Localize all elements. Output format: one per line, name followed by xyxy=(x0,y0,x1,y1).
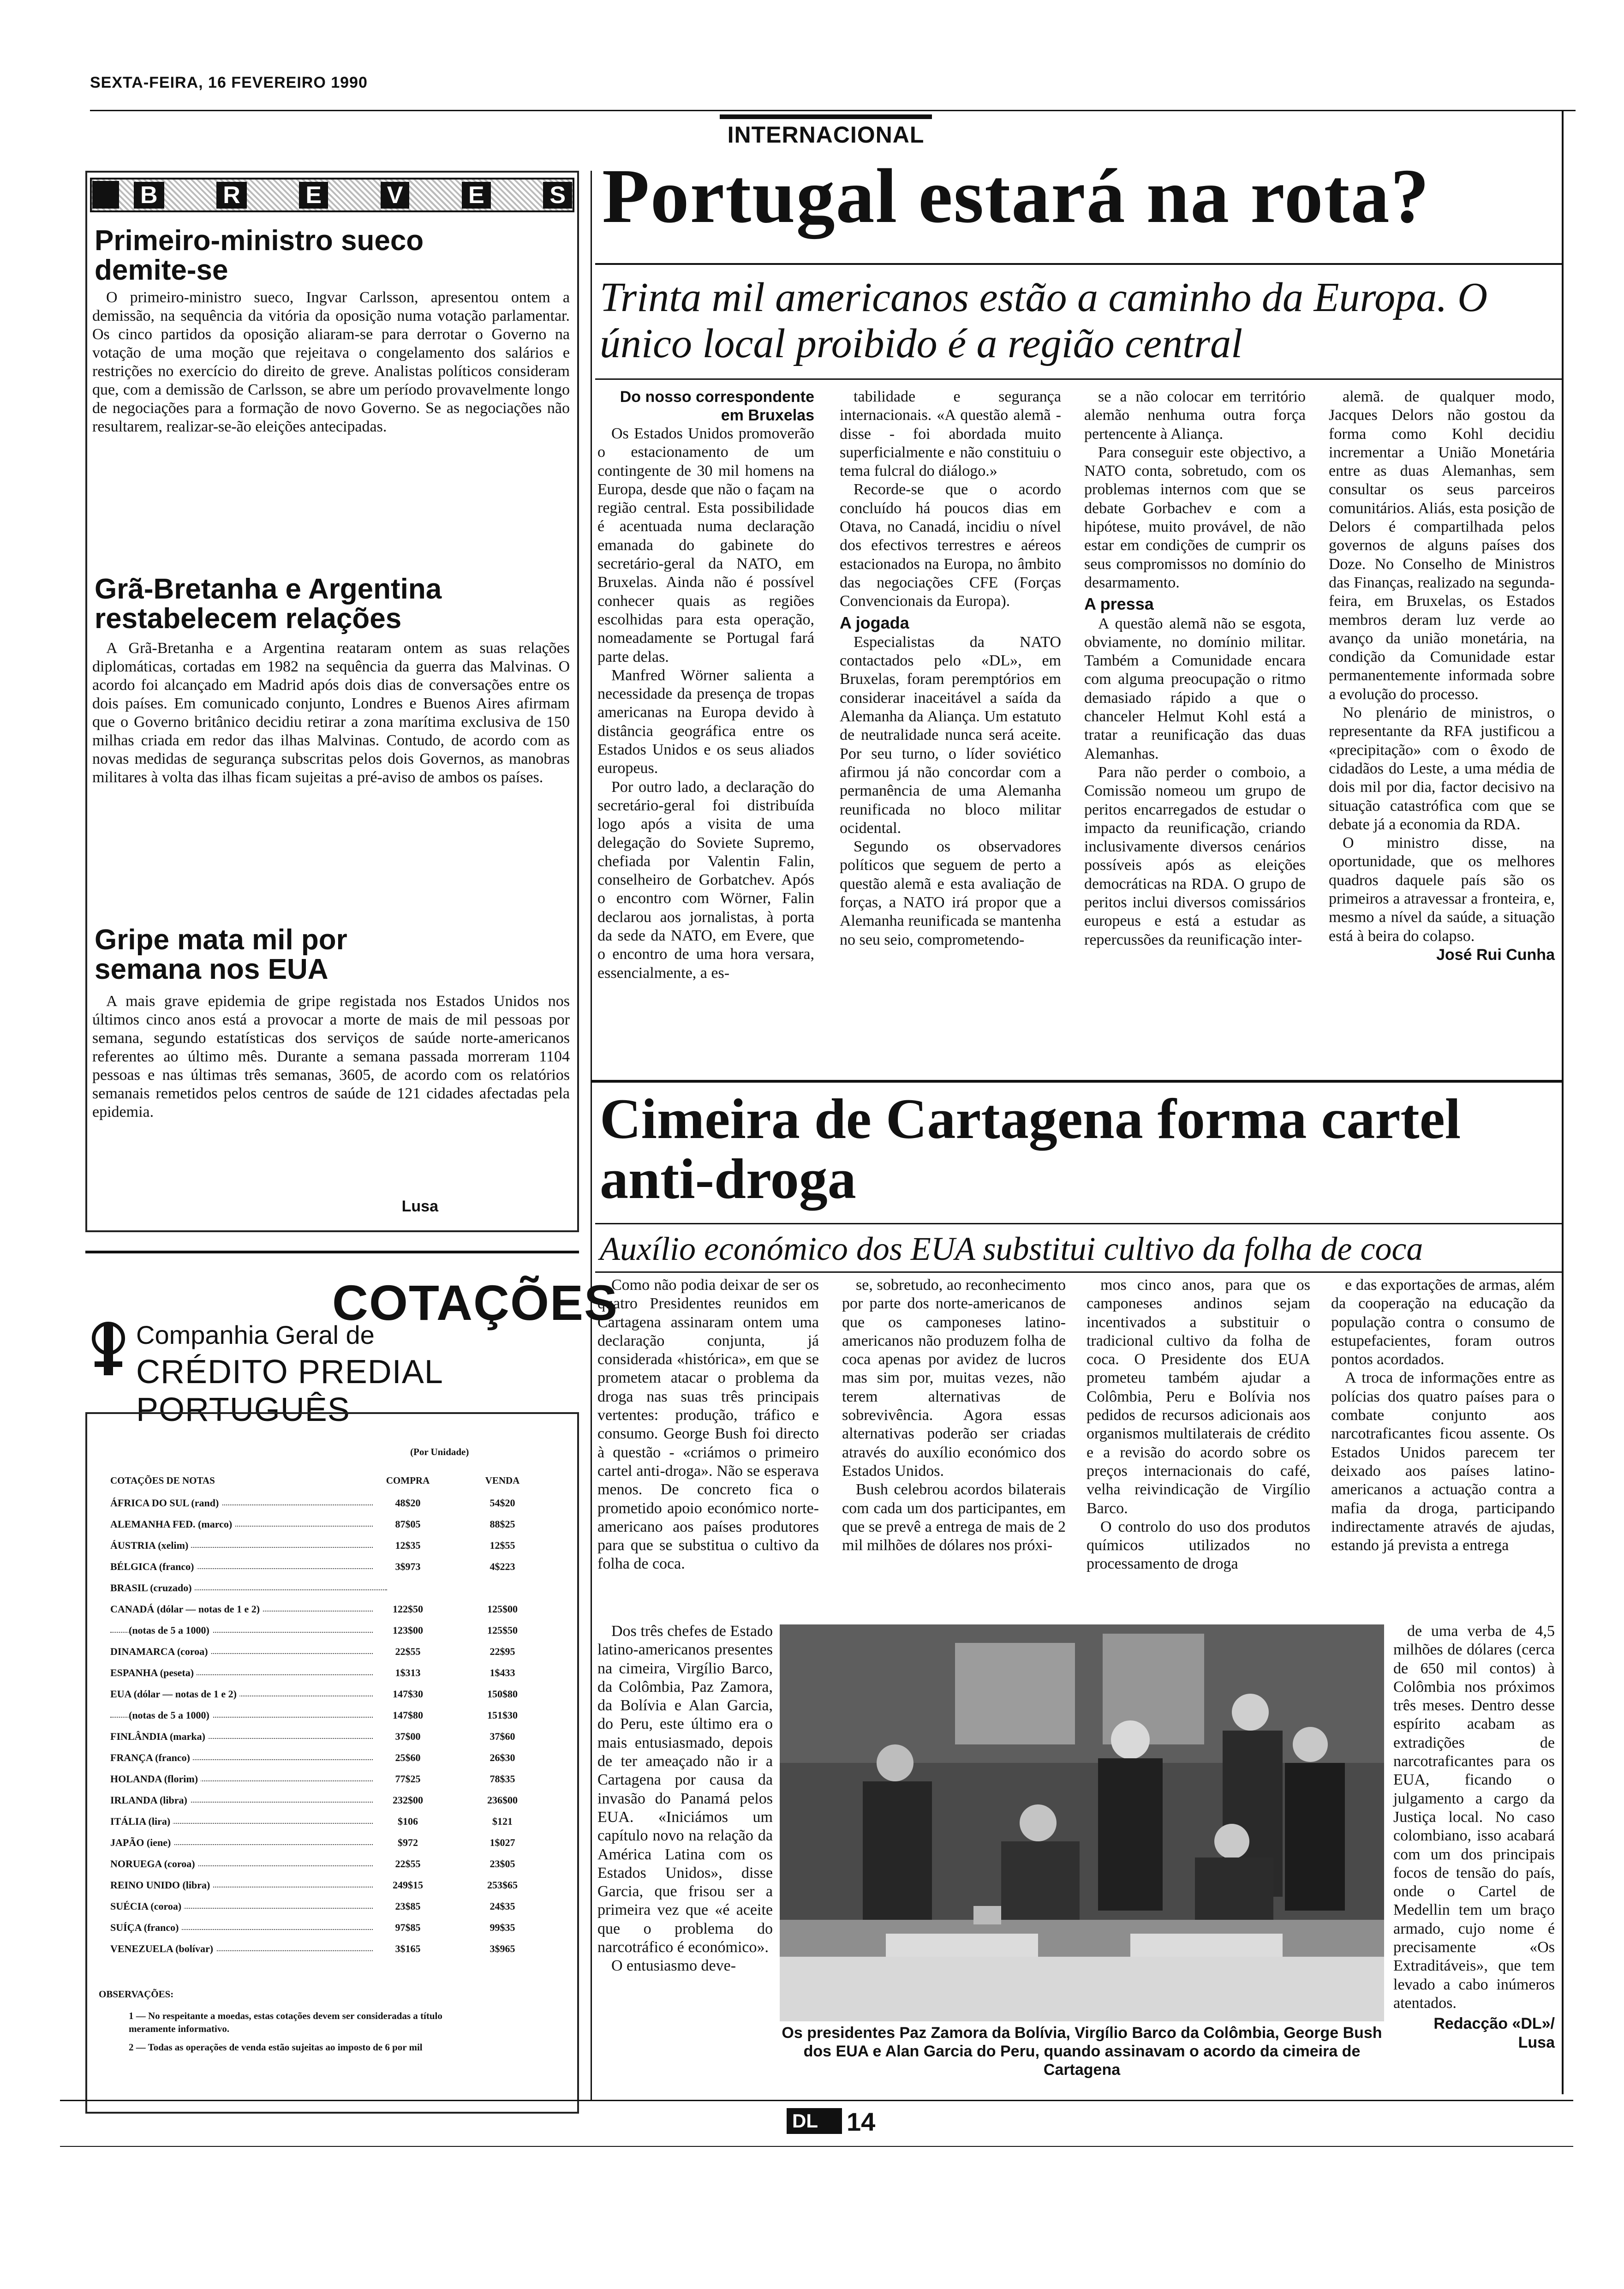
observations-title: OBSERVAÇÕES: xyxy=(99,1989,174,2000)
currency-name: SUÉCIA (coroa) xyxy=(110,1900,184,1912)
company-line-2: CRÉDITO PREDIAL PORTUGUÊS xyxy=(136,1354,442,1428)
observation-2: 2 — Todas as operações de venda estão sujeitas ao imposto de 6 por mil xyxy=(129,2042,423,2053)
currency-sell: $121 xyxy=(466,1816,539,1828)
paragraph: O entusiasmo deve- xyxy=(611,1957,736,1975)
author: José Rui Cunha xyxy=(1436,946,1555,964)
currency-row xyxy=(87,1540,567,1556)
currency-name: JAPÃO (iene) xyxy=(110,1837,173,1849)
footer-bottom-rule xyxy=(60,2146,1573,2147)
currency-row xyxy=(87,1688,567,1705)
column-divider xyxy=(591,171,592,2100)
currency-buy: 3$973 xyxy=(373,1561,442,1573)
paragraph: No plenário de ministros, o representante da RFA justificou a «precipitação» com o êxodo de cidadãos do Leste, a uma média de dois mil por dia, factor decisivo na situação catastrófica com que se debate já a economia da RDA. xyxy=(1329,704,1555,833)
brief-body-3: A mais grave epidemia de gripe registada nos Estados Unidos nos últimos cinco anos está a provocar a morte de mais de mil pessoas por semana, segundo estatísticas dos serviços de saúde norte-americanos referentes ao último mês. Durante a semana passada morreram 1104 pessoas e nas últimas três semanas, 3605, de acordo com os relatórios semanais remetidos pelos centros de saúde de 121 cidades afectadas pela epidemia. xyxy=(92,993,570,1121)
cotacoes-title: COTAÇÕES xyxy=(332,1275,619,1330)
currency-name: IRLANDA (libra) xyxy=(110,1794,190,1806)
currency-buy: 25$60 xyxy=(373,1752,442,1764)
paragraph: Especialistas da NATO contactados pelo «DL», em Bruxelas, foram peremptórios em considerar inaceitável a saída da Alemanha da Aliança. Um estatuto de neutralidade nunca será aceite. Por seu turno, o líder soviético afirmou já não concordar com a permanência de uma Alemanha reunificada no bloco militar ocidental. xyxy=(840,633,1061,837)
currency-row xyxy=(87,1900,567,1917)
currency-sell: 4$223 xyxy=(466,1561,539,1573)
article1-column-1 xyxy=(597,388,814,983)
paragraph: se, sobretudo, ao reconhecimento por parte dos norte-americanos de que os camponeses latino-americanos não produzem folha de coca apenas por avidez de lucros mas sim por, muitas vezes, não terem alternativas de sobrevivência. Agora essas alternativas poderão ser criadas através do auxílio económico dos Estados Unidos. xyxy=(842,1276,1066,1480)
currency-buy: 147$80 xyxy=(373,1709,442,1721)
breves-square-icon xyxy=(92,181,119,209)
currency-row xyxy=(87,1837,567,1853)
currency-name: BRASIL (cruzado) xyxy=(110,1582,195,1594)
currency-buy: 22$55 xyxy=(373,1646,442,1658)
currency-name: REINO UNIDO (libra) xyxy=(110,1879,213,1891)
currency-sell: 24$35 xyxy=(466,1900,539,1912)
currency-sell: 12$55 xyxy=(466,1540,539,1552)
paragraph: Bush celebrou acordos bilaterais com cada um dos participantes, em que se prevê a entrega de mais de 2 mil milhões de dólares nos próxi- xyxy=(842,1481,1066,1554)
currency-name: DINAMARCA (coroa) xyxy=(110,1646,211,1658)
breves-letter: S xyxy=(543,182,572,209)
currency-name: EUA (dólar — notas de 1 e 2) xyxy=(110,1688,239,1700)
breves-letters xyxy=(134,180,572,210)
currency-name: NORUEGA (coroa) xyxy=(110,1858,198,1870)
currency-sell: 253$65 xyxy=(466,1879,539,1891)
article2-headline-rule xyxy=(595,1223,1562,1224)
paragraph: Segundo os observadores políticos que seguem de perto a questão alemã e esta avaliação de forças, a NATO irá propor que a Alemanha reunificada se mantenha no seu seio, comprometendo- xyxy=(840,838,1061,948)
currency-buy: 232$00 xyxy=(373,1794,442,1806)
brief-signoff: Lusa xyxy=(401,1198,438,1215)
article2-column-4-bottom xyxy=(1393,1622,1555,2052)
paragraph: mos cinco anos, para que os camponeses andinos sejam incentivados a substituir o tradicional cultivo da folha de coca. O Presidente dos EUA prometeu também ajudar a Colômbia, Peru e Bolívia nos pedidos de recursos adicionais aos organismos multilaterais de crédito e a revisão do acordo sobre os preços internacionais do café, velha reivindicação de Virgílio Barco. xyxy=(1087,1276,1310,1517)
subheading: A jogada xyxy=(840,613,909,632)
currency-sell: 150$80 xyxy=(466,1688,539,1700)
currency-name: (notas de 5 a 1000) xyxy=(129,1624,212,1636)
currency-sell: 23$05 xyxy=(466,1858,539,1870)
paragraph: e das exportações de armas, além da cooperação na educação da população contra o consumo de estupefacientes, foram outros pontos acordados. xyxy=(1331,1276,1555,1368)
footer-rule xyxy=(60,2100,1573,2101)
currency-row xyxy=(87,1624,567,1641)
currency-sell: 88$25 xyxy=(466,1518,539,1530)
paragraph: Por outro lado, a declaração do secretário-geral foi distribuída logo após a visita de uma delegação do Soviete Supremo, chefiada por Valentin Falin, conselheiro de Gorbatchev. Após o encontro com Wörner, Falin declarou aos jornalistas, à porta da sede da NATO, em Evere, que o encontro de uma hora versara, essencialmente, a es- xyxy=(597,778,814,982)
currency-row xyxy=(87,1731,567,1747)
currency-sell: 1$027 xyxy=(466,1837,539,1849)
right-frame-rule xyxy=(1562,110,1564,2094)
currency-name: CANADÁ (dólar — notas de 1 e 2) xyxy=(110,1603,263,1615)
currency-sell: 99$35 xyxy=(466,1922,539,1934)
paragraph: Para conseguir este objectivo, a NATO conta, sobretudo, com os problemas internos com que se debate Gorbachev e com a hipótese, muito provável, de não estar em condições de cumprir os seus compromissos no domínio do desarmamento. xyxy=(1084,443,1306,591)
top-rule xyxy=(90,110,1576,111)
article2-top-rule xyxy=(591,1080,1562,1083)
currency-buy: 77$25 xyxy=(373,1773,442,1785)
currency-buy: $972 xyxy=(373,1837,442,1849)
currency-row xyxy=(87,1794,567,1811)
currency-buy: $106 xyxy=(373,1816,442,1828)
currency-name: ESPANHA (peseta) xyxy=(110,1667,197,1679)
author-line-2: Lusa xyxy=(1518,2033,1555,2051)
currency-sell: 1$433 xyxy=(466,1667,539,1679)
currency-buy: 147$30 xyxy=(373,1688,442,1700)
currency-buy: 37$00 xyxy=(373,1731,442,1743)
credito-predial-logo xyxy=(85,1311,584,1428)
currency-name: VENEZUELA (bolívar) xyxy=(110,1943,216,1955)
article2-column-3 xyxy=(1087,1276,1310,1574)
currency-buy: 97$85 xyxy=(373,1922,442,1934)
currency-row xyxy=(87,1858,567,1875)
dateline: SEXTA-FEIRA, 16 FEVEREIRO 1990 xyxy=(90,74,368,91)
currency-row xyxy=(87,1497,567,1514)
currency-row xyxy=(87,1518,567,1535)
currency-name: ITÁLIA (lira) xyxy=(110,1816,173,1828)
currency-buy: 249$15 xyxy=(373,1879,442,1891)
bank-emblem-icon xyxy=(90,1320,127,1380)
photo-illustration xyxy=(780,1624,1384,2021)
article1-column-3 xyxy=(1084,388,1306,949)
brief-title-3: Gripe mata mil por semana nos EUA xyxy=(95,924,347,985)
article2-deck-rule xyxy=(595,1271,1562,1273)
unit-label: (Por Unidade) xyxy=(410,1446,469,1457)
currency-sell: 26$30 xyxy=(466,1752,539,1764)
currency-buy: 87$05 xyxy=(373,1518,442,1530)
article1-column-2 xyxy=(840,388,1061,949)
currency-sell: 22$95 xyxy=(466,1646,539,1658)
paragraph: A troca de informações entre as polícias dos quatro países para o combate conjunto aos narcotraficantes ficou assente. Os Estados Unidos parecem ter deixado aos países latino-americanos a actuação contra a mafia da droga, participando indirectamente através de ajudas, estando já prevista a entrega xyxy=(1331,1369,1555,1554)
summit-signing-photo xyxy=(780,1624,1384,2021)
brief-title-1: Primeiro-ministro sueco demite-se xyxy=(95,225,424,286)
currency-row xyxy=(87,1943,567,1959)
currency-buy: 23$85 xyxy=(373,1900,442,1912)
currency-row xyxy=(87,1603,567,1620)
paragraph: Dos três chefes de Estado latino-americanos presentes na cimeira, Virgílio Barco, da Colômbia, Paz Zamora, da Bolívia e Alan Garcia, do Peru, este último era o mais entusiasmado, depois de ter ameaçado não ir a Cartagena por causa da invasão do Panamá pelos EUA. «Iniciámos um capítulo novo na relação da América Latina com os Estados Unidos», disse Garcia, que frisou ser a primeira vez que «é aceite que o problema do narcotráfico é económico». xyxy=(597,1623,773,1956)
breves-letter: E xyxy=(299,182,328,209)
author-line-1: Redacção «DL»/ xyxy=(1433,2015,1555,2033)
currency-buy: 1$313 xyxy=(373,1667,442,1679)
breves-letter: E xyxy=(462,182,491,209)
currency-sell: 125$50 xyxy=(466,1624,539,1636)
paragraph: de uma verba de 4,5 milhões de dólares (cerca de 650 mil contos) à Colômbia nos próximos três meses. Dentro desse espírito acabam as extradições de narcotraficantes para os EUA, ficando o julgamento a cargo da Justiça local. No caso colombiano, isso acabará com um dos principais focos de tensão do país, onde o Cartel de Medellin tem um braço armado, cujo nome é precisamente «Os Extraditáveis», que tem levado a cabo inúmeros atentados. xyxy=(1393,1623,1555,2012)
currency-row xyxy=(87,1582,567,1599)
article2-column-1-bottom xyxy=(597,1622,773,1976)
cotacoes-table xyxy=(85,1412,579,2114)
observation-1: 1 — No respeitante a moedas, estas cotações devem ser consideradas a título meramente informativo. xyxy=(129,2010,442,2034)
dl-logo-block xyxy=(787,2108,842,2134)
headline-article-2: Cimeira de Cartagena forma cartel anti-droga xyxy=(600,1087,1461,1210)
currency-sell: 3$965 xyxy=(466,1943,539,1955)
currency-buy: 123$00 xyxy=(373,1624,442,1636)
paragraph: Para não perder o comboio, a Comissão nomeou um grupo de peritos encarregados de estudar o impacto da reunificação, criando inclusivamente diversos cenários possíveis após as eleições democráticas na RDA. O grupo de peritos inclui diversos comissários europeus e está a estudar as repercussões da reunificação inter- xyxy=(1084,763,1306,948)
paragraph: Manfred Wörner salienta a necessidade da presença de tropas americanas na Europa devido à distância geográfica entre os Estados Unidos e os seus aliados europeus. xyxy=(597,666,814,777)
article2-column-1-top xyxy=(597,1276,819,1574)
article2-column-2 xyxy=(842,1276,1066,1555)
currency-buy: 122$50 xyxy=(373,1603,442,1615)
paragraph: se a não colocar em território alemão nenhuma outra força pertencente à Aliança. xyxy=(1084,388,1306,443)
cotacoes-top-rule xyxy=(85,1251,579,1253)
paragraph: alemã. de qualquer modo, Jacques Delors não gostou da forma como Kohl decidiu incrementar a União Monetária entre as duas Alemanhas, sem consultar os seus parceiros comunitários. Aliás, esta posição de Delors é compartilhada pelos governos de alguns países dos Doze. No Conselho de Ministros das Finanças, realizado na segunda-feira, em Bruxelas, os Estados membros deram luz verde ao avanço da união monetária, na condição da Comunidade estar permanentemente informada sobre a evolução do processo. xyxy=(1329,388,1555,703)
paragraph: Como não podia deixar de ser os quatro Presidentes reunidos em Cartagena assinaram ontem uma declaração conjunta, já considerada «histórica», em que se prometem atacar o problema da droga nas suas três principais vertentes: produção, tráfico e consumo. George Bush foi directo à questão - «criámos o primeiro cartel anti-droga». Não se esperava menos. De concreto fica o prometido apoio económico norte-americano aos países produtores para que se substitua o cultivo da folha de coca. xyxy=(597,1276,819,1573)
currency-row xyxy=(87,1752,567,1768)
currency-row xyxy=(87,1816,567,1832)
currency-sell: 78$35 xyxy=(466,1773,539,1785)
currency-sell: 236$00 xyxy=(466,1794,539,1806)
currency-sell: 37$60 xyxy=(466,1731,539,1743)
deck-article-2: Auxílio económico dos EUA substitui cultivo da folha de coca xyxy=(600,1230,1423,1267)
currency-row xyxy=(87,1646,567,1662)
currency-row xyxy=(87,1561,567,1577)
currency-name: ALEMANHA FED. (marco) xyxy=(110,1518,235,1530)
section-label: INTERNACIONAL xyxy=(720,114,932,150)
subheading: A pressa xyxy=(1084,594,1154,614)
currency-name: FRANÇA (franco) xyxy=(110,1752,193,1764)
currency-name: ÁUSTRIA (xelim) xyxy=(110,1540,191,1552)
paragraph: Recorde-se que o acordo concluído há poucos dias em Otava, no Canadá, incidiu o nível dos efectivos terrestres e aéreos estacionados na Europa, no âmbito das negociações CFE (Forças Convencionais da Europa). xyxy=(840,481,1061,610)
deck-rule xyxy=(595,378,1562,380)
paragraph: A questão alemã não se esgota, obviamente, no domínio militar. Também a Comunidade encara com alguma preocupação o ritmo demasiado rápido a que o chanceler Helmut Kohl está a tratar a reunificação das duas Alemanhas. xyxy=(1084,615,1306,762)
column-header-sell: VENDA xyxy=(485,1475,520,1486)
currency-name: ÁFRICA DO SUL (rand) xyxy=(110,1497,221,1509)
currency-row xyxy=(87,1773,567,1790)
currency-sell: 125$00 xyxy=(466,1603,539,1615)
currency-name: (notas de 5 a 1000) xyxy=(129,1709,212,1721)
currency-sell: 151$30 xyxy=(466,1709,539,1721)
headline-rule xyxy=(595,263,1562,265)
paragraph: O controlo do uso dos produtos químicos utilizados no processamento de droga xyxy=(1087,1518,1310,1573)
currency-name: SUÍÇA (franco) xyxy=(110,1922,182,1934)
currency-name: HOLANDA (florim) xyxy=(110,1773,201,1785)
breves-letter: V xyxy=(381,182,410,209)
currency-row xyxy=(87,1922,567,1938)
article1-column-4 xyxy=(1329,388,1555,964)
currency-buy: 3$165 xyxy=(373,1943,442,1955)
paragraph: Os Estados Unidos promoverão o estacionamento de um contingente de 30 mil homens na Europa, desde que não o façam na região central. Esta possibilidade é acentuada numa declaração emanada do gabinete do secretário-geral da NATO, em Bruxelas. Ainda não é possível conhecer quais as regiões escolhidas para esta operação, nomeadamente se Portugal fará parte delas. xyxy=(597,425,814,665)
company-line-1: Companhia Geral de xyxy=(136,1320,375,1349)
page-number: 14 xyxy=(847,2107,876,2136)
currency-row xyxy=(87,1667,567,1684)
byline: Do nosso correspondente em Bruxelas xyxy=(620,388,814,424)
deck-article-1: Trinta mil americanos estão a caminho da Europa. O único local proibido é a região central xyxy=(600,275,1488,366)
currency-name: FINLÂNDIA (marka) xyxy=(110,1731,208,1743)
currency-name: BÉLGICA (franco) xyxy=(110,1561,197,1573)
photo-caption: Os presidentes Paz Zamora da Bolívia, Virgílio Barco da Colômbia, George Bush dos EUA e Alan Garcia do Peru, quando assinavam o acordo da cimeira de Cartagena xyxy=(782,2024,1382,2079)
paragraph: O ministro disse, na oportunidade, que os melhores quadros daquele país são os primeiros a atravessar a fronteira, e, mesmo a nível da saúde, a situação está à beira do colapso. xyxy=(1329,834,1555,945)
dl-logo: DL xyxy=(792,2110,818,2132)
column-header-buy: COMPRA xyxy=(386,1475,430,1486)
breves-letter: R xyxy=(216,182,247,209)
column-header-name: COTAÇÕES DE NOTAS xyxy=(110,1475,215,1486)
brief-title-2: Grã-Bretanha e Argentina restabelecem relações xyxy=(95,573,442,635)
brief-body-2: A Grã-Bretanha e a Argentina reataram ontem as suas relações diplomáticas, cortadas em 1982 na sequência da guerra das Malvinas. O acordo foi alcançado em Madrid após dois dias de conversações entre os dois países. Em comunicado conjunto, Londres e Buenos Aires afirmam que o Governo britânico decidiu retirar a zona marítima exclusiva de 150 milhas criada em redor das ilhas Malvinas. Contudo, de acordo com as novas medidas de segurança subscritas pelos dois Governos, as manobras militares à volta das ilhas ficam sujeitas a pré-aviso de ambos os países. xyxy=(92,640,570,786)
paragraph: tabilidade e segurança internacionais. «A questão alemã - disse - foi abordada muito superficialmente e não constituiu o tema fulcral do diálogo.» xyxy=(840,388,1061,480)
currency-buy: 22$55 xyxy=(373,1858,442,1870)
currency-sell: 54$20 xyxy=(466,1497,539,1509)
currency-buy: 48$20 xyxy=(373,1497,442,1509)
headline-article-1: Portugal estará na rota? xyxy=(602,153,1430,239)
currency-row xyxy=(87,1709,567,1726)
brief-body-1: O primeiro-ministro sueco, Ingvar Carlsson, apresentou ontem a demissão, na sequência da vitória da oposição numa votação parlamentar. Os cinco partidos da oposição aliaram-se para derrotar o Governo na votação de uma moção que rejeitava o congelamento dos salários e restrições no exercício do direito de greve. Analistas políticos consideram que, com a demissão de Carlsson, se abre um período provavelmente longo de negociações para a formação de novo Governo. Se as negociações não resultarem, realizar-se-ão eleições antecipadas. xyxy=(92,289,570,435)
currency-row xyxy=(87,1879,567,1896)
currency-buy: 12$35 xyxy=(373,1540,442,1552)
breves-letter: B xyxy=(134,182,164,209)
article2-column-4-top xyxy=(1331,1276,1555,1555)
